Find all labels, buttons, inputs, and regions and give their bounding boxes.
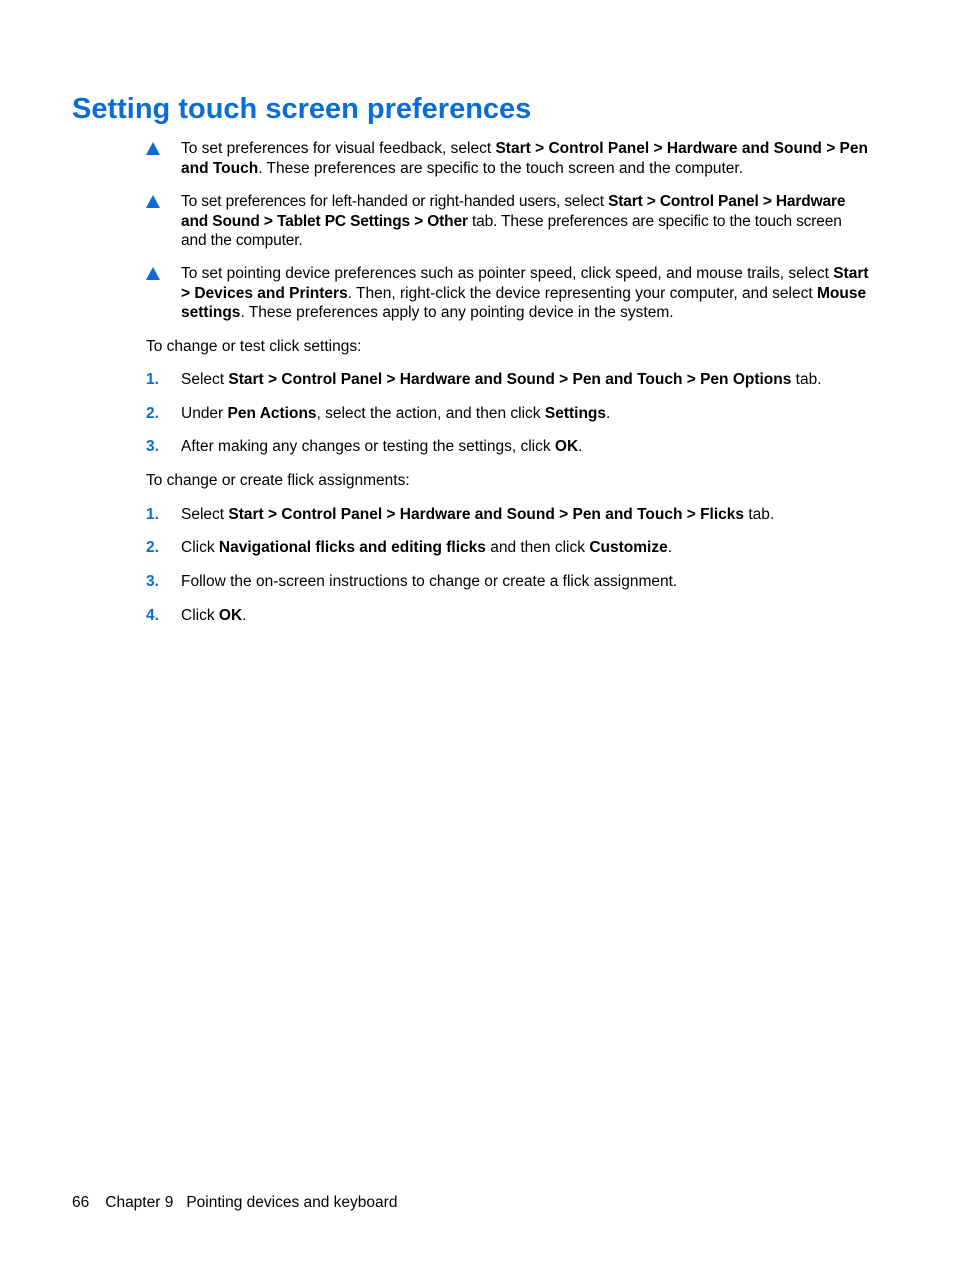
bullet-item [146, 264, 871, 324]
triangle-bullet-icon [146, 142, 160, 155]
triangle-bullet-icon [146, 195, 160, 208]
list-item [146, 606, 871, 626]
step-number: 1. [146, 371, 159, 388]
step-text: Click OK. [181, 607, 247, 624]
step-number: 2. [146, 539, 159, 556]
list-item [146, 505, 871, 525]
step-text: Select Start > Control Panel > Hardware and Sound > Pen and Touch > Pen Options tab. [181, 371, 822, 388]
list-item [146, 370, 871, 390]
chapter-title: Pointing devices and keyboard [186, 1194, 398, 1211]
bullet-item [146, 139, 871, 179]
bullet-text: To set preferences for visual feedback, select Start > Control Panel > Hardware and Sound > Pen and Touch. These preferences are specific to the touch screen and the computer. [181, 140, 868, 177]
bullet-text: To set preferences for left-handed or right-handed users, select Start > Control Panel > Hardware and Sound > Tablet PC Settings > Other tab. These preferences are specific to the touch screen and the computer. [181, 193, 846, 249]
step-number: 2. [146, 405, 159, 422]
list-item [146, 437, 871, 457]
step-number: 3. [146, 573, 159, 590]
page-number: 66 [72, 1194, 90, 1211]
step-text: Select Start > Control Panel > Hardware and Sound > Pen and Touch > Flicks tab. [181, 506, 775, 523]
step-number: 1. [146, 506, 159, 523]
click-settings-intro: To change or test click settings: [146, 338, 362, 355]
chapter-label: Chapter 9 [105, 1194, 174, 1211]
step-text: Click Navigational flicks and editing flicks and then click Customize. [181, 539, 672, 556]
step-text: Follow the on-screen instructions to change or create a flick assignment. [181, 573, 678, 590]
step-number: 3. [146, 438, 159, 455]
triangle-bullet-icon [146, 267, 160, 280]
list-item [146, 572, 871, 592]
bullet-text: To set pointing device preferences such as pointer speed, click speed, and mouse trails, select Start > Devices and Printers. Then, right-click the device representing your computer, and select Mouse settings. These preferences apply to any pointing device in the system. [181, 265, 869, 321]
list-item [146, 404, 871, 424]
bullet-item [146, 192, 871, 252]
list-item [146, 538, 871, 558]
page-footer [72, 1193, 397, 1213]
step-text: After making any changes or testing the settings, click OK. [181, 438, 583, 455]
step-number: 4. [146, 607, 159, 624]
step-text: Under Pen Actions, select the action, and then click Settings. [181, 405, 611, 422]
page-title: Setting touch screen preferences [72, 93, 532, 125]
flick-assignments-intro: To change or create flick assignments: [146, 472, 410, 489]
